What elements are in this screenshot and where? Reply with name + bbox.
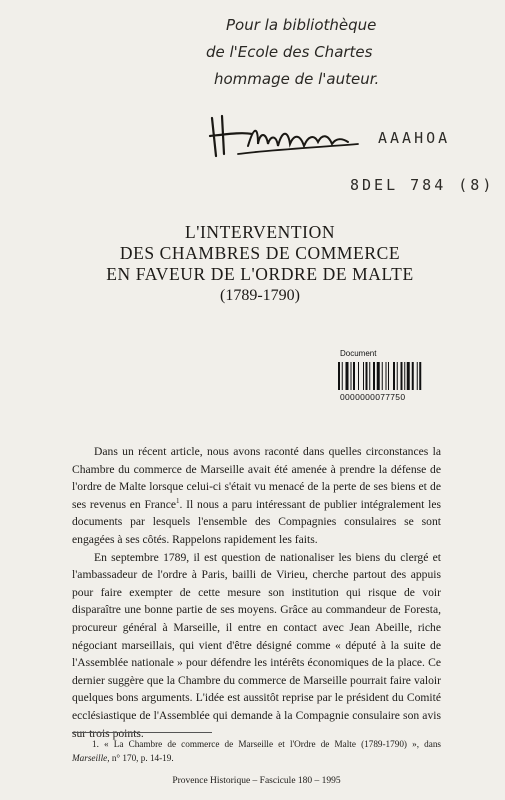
title-line: L'INTERVENTION xyxy=(184,222,336,242)
footnote xyxy=(72,737,441,765)
barcode-label: Document xyxy=(340,349,377,358)
dedication-line: de l'Ecole des Chartes xyxy=(206,43,373,61)
handwritten-dedication xyxy=(200,12,440,93)
author-signature xyxy=(208,112,368,162)
paragraph-text: Dans un récent article, nous avons raconté dans quelles circonstances la Chambre du commerce de Marseille avait été amenée à prendre la défense de l'ordre de Malte lorsque celui-ci s'était vu menacé de la perte de ses biens et de ses revenus en France xyxy=(72,445,441,511)
article-title xyxy=(60,222,460,306)
footnote-reference[interactable]: 1 xyxy=(176,496,180,505)
journal-title: Marseille xyxy=(72,753,108,763)
dedication-line: hommage de l'auteur. xyxy=(214,70,380,88)
paragraph xyxy=(72,443,441,549)
barcode-number: 0000000077750 xyxy=(340,392,406,402)
footnote-divider xyxy=(72,732,212,733)
barcode-icon xyxy=(338,362,446,390)
page-footer: Provence Historique – Fascicule 180 – 1995 xyxy=(172,776,341,786)
title-line: DES CHAMBRES DE COMMERCE xyxy=(119,243,401,263)
footnote-text: , n° 170, p. 14-19. xyxy=(107,753,174,763)
footnote-text: 1. « La Chambre de commerce de Marseille et l'Ordre de Malte (1789-1790) », dans xyxy=(92,739,441,749)
shelfmark-code: 8DEL 784 (8) xyxy=(350,176,495,194)
article-body xyxy=(72,443,441,742)
paragraph: En septembre 1789, il est question de nationaliser les biens du clergé et l'ambassadeur de l'ordre à Paris, bailli de Virieu, cherche partout des appuis pour faire exempter de cette mesure son institution qui risque de voir disparaître une bonne partie de ses moyens. Grâce au commandeur de Foresta, procureur général à Marseille, il entre en contact avec Jean Abeille, riche négociant marseillais, qui vient d'être désigné comme « député à la suite de l'Assemblée nationale » pour défendre les intérêts économiques de la place. Ce dernier suggère que la Chambre du commerce de Marseille pourrait faire valoir quelques bons arguments. L'idée est aussitôt reprise par le président du Comité ecclésiastique de l'Assemblée qui demande à la Compagnie consulaire son avis sur trois points. xyxy=(72,550,441,740)
dedication-line: Pour la bibliothèque xyxy=(226,16,377,34)
title-dates: (1789-1790) xyxy=(220,287,300,304)
shelfmark-code: AAAHOA xyxy=(378,129,451,147)
title-line: EN FAVEUR DE L'ORDRE DE MALTE xyxy=(106,264,414,284)
paragraph-text: . Il nous a paru intéressant de publier intégralement les documents par lesquels l'ensemble des Compagnies consulaires se sont engagées à ses côtés. Rappelons rapidement les faits. xyxy=(72,497,442,546)
